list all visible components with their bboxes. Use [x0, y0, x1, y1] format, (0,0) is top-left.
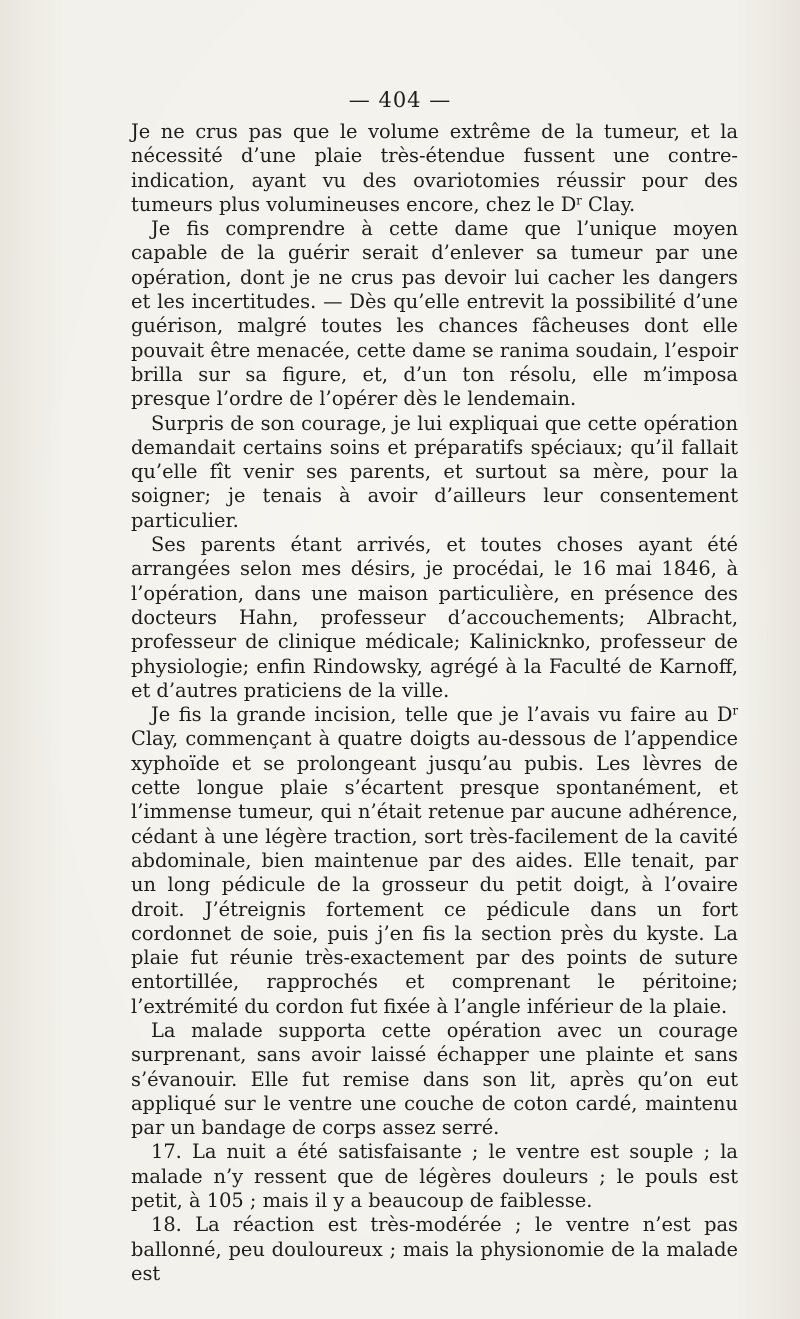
- paragraph-4: Ses parents étant arrivés, et toutes choses ayant été arrangées selon mes désirs, je procédai, le 16 mai 1846, à l’opération, dans une maison particulière, en présence des docteurs Hahn, professeur d’accouchements; Albracht, professeur de clinique médicale; Kalinicknko, professeur de physiologie; enfin Rindowsky, agrégé à la Faculté de Karnoff, et d’autres praticiens de la ville.: [131, 533, 738, 702]
- paragraph-1-text: Je ne crus pas que le volume extrême de la tumeur, et la nécessité d’une plaie très-étendue fussent une contre-indication, ayant vu des ovariotomies réussir pour des tumeurs plus volumineuses encore, chez le D: [131, 120, 738, 216]
- paragraph-5-text: Je fis la grande incision, telle que je l’avais vu faire au D: [151, 703, 733, 727]
- paragraph-8: 18. La réaction est très-modérée ; le ventre n’est pas ballonné, peu douloureux ; mais la physionomie de la malade est: [131, 1213, 738, 1285]
- paragraph-5: [131, 703, 738, 1019]
- doctor-abbrev-sup: r: [732, 703, 738, 718]
- paragraph-6: La malade supporta cette opération avec un courage surprenant, sans avoir laissé échapper une plainte et sans s’évanouir. Elle fut remise dans son lit, après qu’on eut appliqué sur le ventre une couche de coton cardé, maintenu par un bandage de corps assez serré.: [131, 1018, 738, 1140]
- page-number: — 404 —: [348, 88, 452, 112]
- paragraph-3: Surpris de son courage, je lui expliquai que cette opération demandait certains soins et préparatifs spéciaux; qu’il fallait qu’elle fît venir ses parents, et surtout sa mère, pour la soigner; je tenais à avoir d’ailleurs leur consentement particulier.: [131, 411, 738, 532]
- paragraph-2: Je fis comprendre à cette dame que l’unique moyen capable de la guérir serait d’enlever sa tumeur par une opération, dont je ne crus pas devoir lui cacher les dangers et les incertitudes. — Dès qu’elle entrevit la possibilité d’une guérison, malgré toutes les chances fâcheuses dont elle pouvait être menacée, cette dame se ranima soudain, l’espoir brilla sur sa figure, et, d’un ton résolu, elle m’imposa presque l’ordre de l’opérer dès le lendemain.: [131, 217, 738, 411]
- paragraph-1: [131, 120, 738, 217]
- paragraph-1-tail: Clay.: [581, 192, 636, 216]
- paragraph-7: 17. La nuit a été satisfaisante ; le ventre est souple ; la malade n’y ressent que de légères douleurs ; le pouls est petit, à 105 ; mais il y a beaucoup de faiblesse.: [131, 1140, 738, 1213]
- doctor-abbrev-sup: r: [576, 193, 582, 208]
- body-text: [131, 120, 738, 1286]
- paragraph-5-tail: Clay, commençant à quatre doigts au-dessous de l’appendice xyphoïde et se prolongeant jusqu’au pubis. Les lèvres de cette longue plaie s’écartent presque spontanément, et l’immense tumeur, qui n’était retenue par aucune adhérence, cédant à une légère traction, sort très-facilement de la cavité abdominale, bien maintenue par des aides. Elle tenait, par un long pédicule de la grosseur du petit doigt, à l’ovaire droit. J’étreignis fortement ce pédicule dans un fort cordonnet de soie, puis j’en fis la section près du kyste. La plaie fut réunie très-exactement par des points de suture entortillée, rapprochés et comprenant le péritoine; l’extrémité du cordon fut fixée à l’angle inférieur de la plaie.: [131, 727, 738, 1018]
